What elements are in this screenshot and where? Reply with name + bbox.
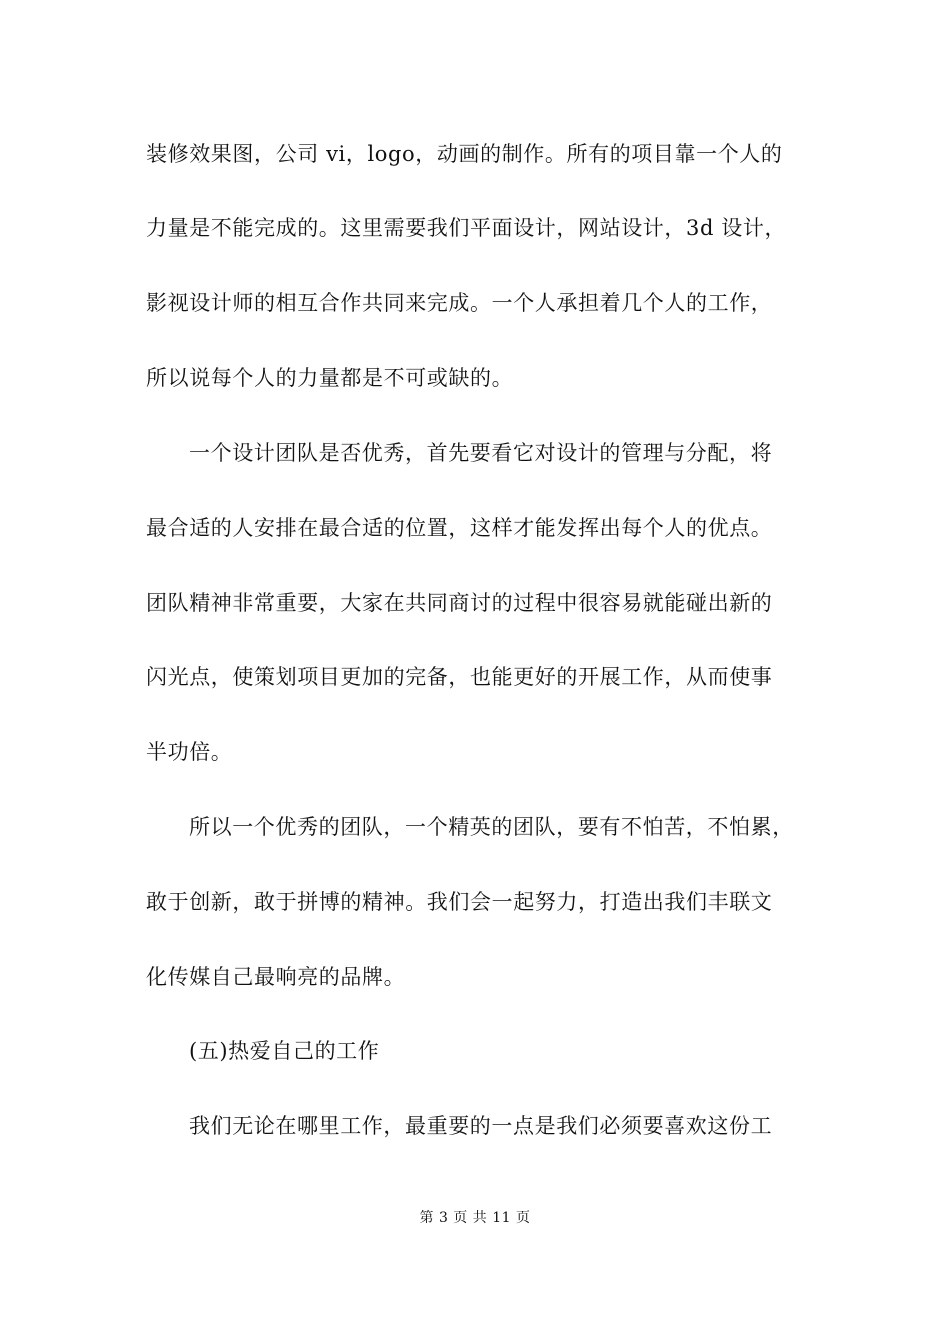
paragraph-line: 力量是不能完成的。这里需要我们平面设计，网站设计，3d 设计，	[146, 216, 787, 240]
paragraph-line: 影视设计师的相互合作共同来完成。一个人承担着几个人的工作，	[146, 291, 773, 315]
paragraph-line: 闪光点，使策划项目更加的完备，也能更好的开展工作，从而使事	[146, 665, 773, 689]
paragraph-line: 我们无论在哪里工作，最重要的一点是我们必须要喜欢这份工	[189, 1114, 773, 1138]
paragraph-line: 团队精神非常重要，大家在共同商讨的过程中很容易就能碰出新的	[146, 591, 773, 615]
paragraph-line: 一个设计团队是否优秀，首先要看它对设计的管理与分配，将	[189, 441, 773, 465]
section-heading: (五)热爱自己的工作	[189, 1039, 380, 1063]
paragraph-line: 所以说每个人的力量都是不可或缺的。	[146, 366, 514, 390]
paragraph-line: 装修效果图，公司 vi，logo，动画的制作。所有的项目靠一个人的	[146, 142, 783, 166]
paragraph-line: 最合适的人安排在最合适的位置，这样才能发挥出每个人的优点。	[146, 516, 773, 540]
paragraph-line: 半功倍。	[146, 740, 233, 764]
paragraph-line: 化传媒自己最响亮的品牌。	[146, 965, 406, 989]
paragraph-line: 敢于创新，敢于拼博的精神。我们会一起努力，打造出我们丰联文	[146, 890, 773, 914]
page-number-footer: 第 3 页 共 11 页	[419, 1210, 531, 1226]
paragraph-line: 所以一个优秀的团队，一个精英的团队，要有不怕苦，不怕累，	[189, 815, 794, 839]
